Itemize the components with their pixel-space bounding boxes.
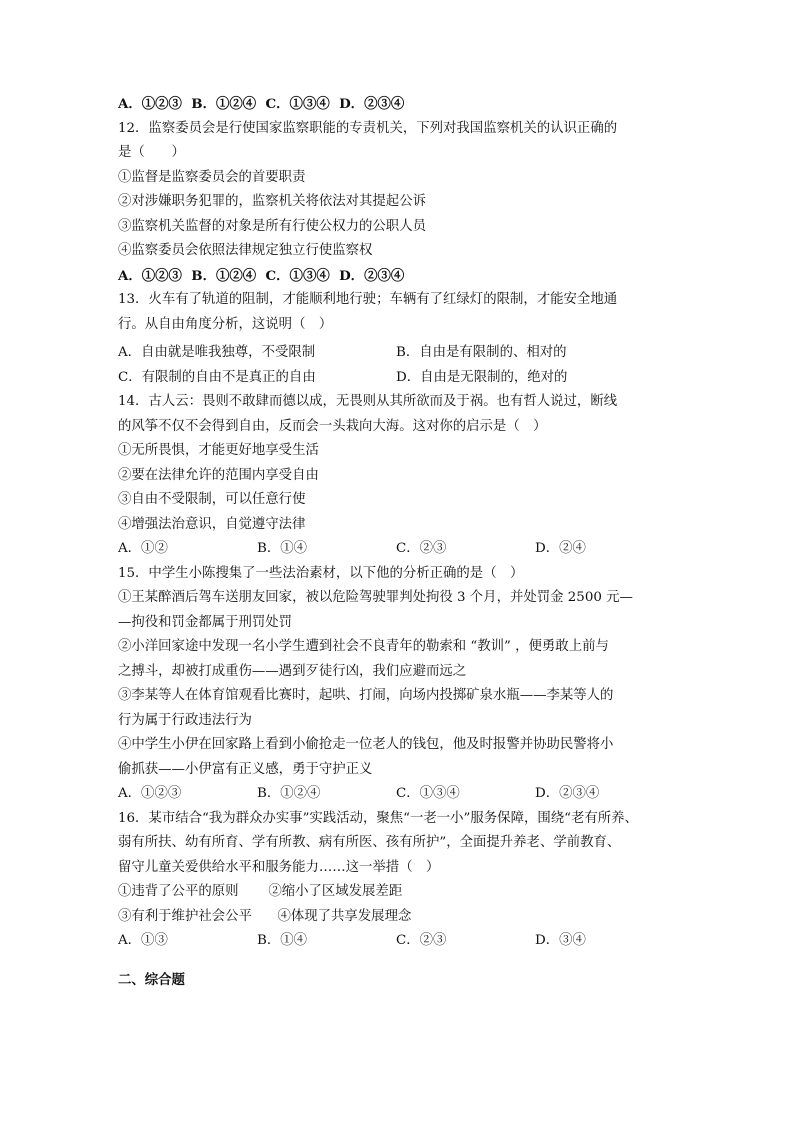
q12-option-a: A．①②③ [118, 267, 182, 284]
q14-option-a: A．①② [118, 541, 168, 556]
q13-option-d: D．自由是无限制的，绝对的 [396, 369, 568, 385]
document-page [118, 92, 678, 992]
q15-statement-1a: ①王某醉酒后驾车送朋友回家，被以危险驾驶罪判处拘役 3 个月，并处罚金 2500 元— [118, 590, 633, 605]
q14-stem-line-2: 的风筝不仅不会得到自由，反而会一头栽向大海。这对你的启示是（ ） [118, 418, 547, 434]
q14-option-d: D．②④ [535, 541, 586, 556]
q11-options [118, 92, 678, 117]
q16-statement-4: ④体现了共享发展理念 [277, 908, 412, 924]
q16-statement-1: ①违背了公平的原则 [118, 884, 239, 899]
q14-stem-line-1: 14．古人云：畏则不敢肆而德以成，无畏则从其所欲而及于祸。也有哲人说过，断线 [118, 394, 618, 409]
q16-stem-line-3: 留守儿童关爱供给水平和服务能力……这一举措（ ） [118, 859, 440, 875]
q16-option-d: D．③④ [535, 933, 586, 948]
q16-option-b: B．①④ [257, 933, 308, 948]
q12-statement-4: ④监察委员会依照法律规定独立行使监察权 [118, 243, 373, 258]
q15-statement-3b: 行为属于行政违法行为 [118, 712, 252, 728]
q15-stem-line-1: 15．中学生小陈搜集了一些法治素材，以下他的分析正确的是（ ） [118, 565, 524, 581]
q16-stem-line-2: 弱有所扶、幼有所育、学有所教、病有所医、孩有所护”，全面提升养老、学前教育、 [118, 835, 621, 850]
q16-options [118, 929, 678, 954]
q15-statement-2a: ②小洋回家途中发现一名小学生遭到社会不良青年的勒索和 “教训” ，便勇敢上前与 [118, 639, 609, 654]
q12-option-b: B．①②④ [191, 267, 257, 284]
q14-option-b: B．①④ [257, 541, 308, 556]
q13-option-c: C．有限制的自由不是真正的自由 [118, 369, 316, 385]
section-title: 二、综合题 [118, 971, 185, 988]
q15-statement-2b: 之搏斗，却被打成重伤——遇到歹徒行凶，我们应避而远之 [118, 663, 467, 679]
q13-options-row-1 [118, 341, 678, 366]
q15-options [118, 782, 678, 807]
q12-stem-line-2: 是（ ） [118, 145, 185, 160]
q14-options [118, 537, 678, 562]
q11-option-d: D．②③④ [339, 96, 405, 112]
q16-option-c: C．②③ [396, 933, 447, 948]
q12-statement-2: ②对涉嫌职务犯罪的，监察机关将依法对其提起公诉 [118, 194, 426, 209]
q12-options [118, 264, 678, 289]
q15-statement-4b: 偷抓获——小伊富有正义感，勇于守护正义 [118, 761, 373, 777]
q15-statement-1b: —拘役和罚金都属于刑罚处罚 [118, 614, 293, 630]
q11-option-c: C．①③④ [265, 96, 330, 112]
q15-statement-4a: ④中学生小伊在回家路上看到小偷抢走一位老人的钱包，他及时报警并协助民警将小 [118, 737, 614, 752]
q12-stem-line-1: 12．监察委员会是行使国家监察职能的专责机关，下列对我国监察机关的认识正确的 [118, 120, 618, 136]
q12-option-d: D．②③④ [339, 267, 405, 284]
q16-statements-row-2 [118, 905, 678, 930]
q13-option-a: A．自由就是唯我独尊，不受限制 [118, 345, 316, 360]
q15-option-d: D．②③④ [535, 786, 600, 801]
q16-stem-line-1: 16．某市结合“我为群众办实事”实践活动，聚焦“一老一小”服务保障，围绕“老有所养、 [118, 810, 638, 826]
q14-statement-2: ②要在法律允许的范围内享受自由 [118, 467, 319, 483]
q13-stem-line-2: 行。从自由角度分析，这说明（ ） [118, 316, 333, 332]
q12-statement-3: ③监察机关监督的对象是所有行使公权力的公职人员 [118, 218, 426, 234]
q16-statements-row-1 [118, 880, 678, 905]
q15-option-b: B．①②④ [257, 786, 321, 801]
q13-options-row-2 [118, 366, 678, 391]
q16-option-a: A．①③ [118, 933, 168, 948]
q13-stem-line-1: 13．火车有了轨道的阻制，才能顺利地行驶；车辆有了红绿灯的限制，才能安全地通 [118, 292, 618, 307]
q16-statement-2: ②缩小了区域发展差距 [268, 884, 403, 899]
q14-statement-3: ③自由不受限制，可以任意行使 [118, 492, 306, 507]
q16-statement-3: ③有利于维护社会公平 [118, 908, 252, 924]
q15-option-c: C．①③④ [396, 786, 460, 801]
q11-option-b: B．①②④ [191, 96, 257, 112]
q15-option-a: A．①②③ [118, 786, 182, 801]
q15-statement-3a: ③李某等人在体育馆观看比赛时，起哄、打闹，向场内投掷矿泉水瓶——李某等人的 [118, 688, 614, 703]
q14-statement-1: ①无所畏惧，才能更好地享受生活 [118, 443, 319, 458]
q11-option-a: A．①②③ [118, 96, 182, 112]
q14-statement-4: ④增强法治意识，自觉遵守法律 [118, 516, 306, 532]
q13-option-b: B．自由是有限制的、相对的 [396, 345, 567, 360]
q14-option-c: C．②③ [396, 541, 447, 556]
q12-statement-1: ①监督是监察委员会的首要职责 [118, 169, 306, 185]
q12-option-c: C．①③④ [265, 267, 330, 284]
